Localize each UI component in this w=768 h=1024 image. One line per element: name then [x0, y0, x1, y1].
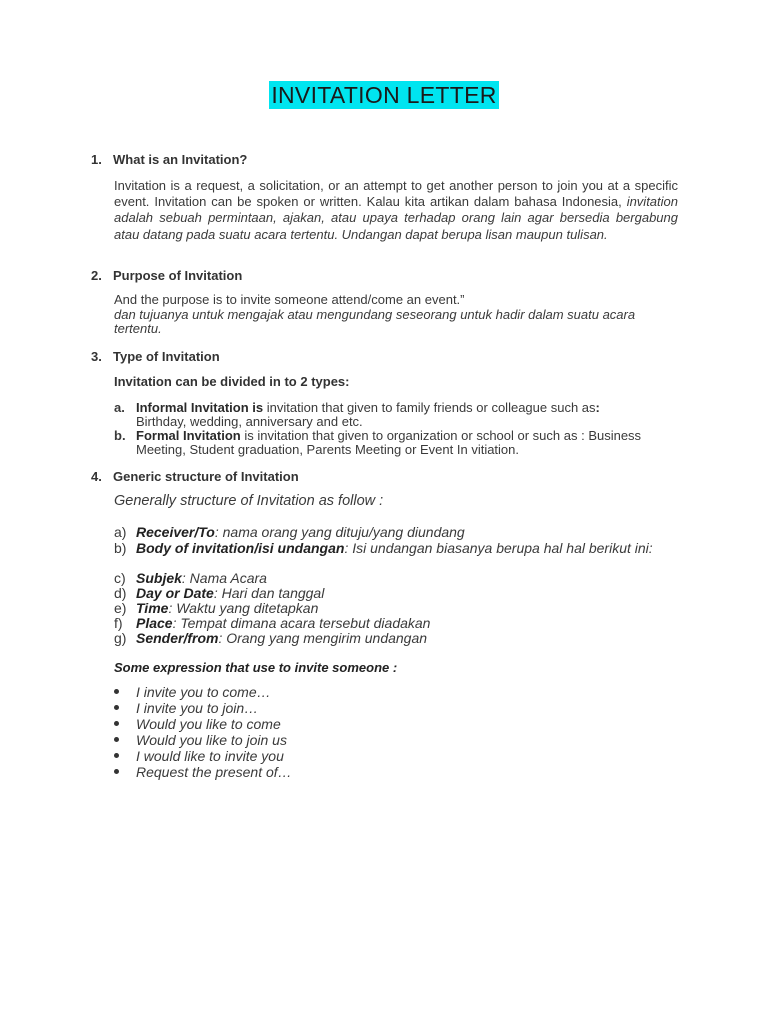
structure-term: Receiver/To	[136, 524, 215, 540]
structure-term: Place	[136, 615, 173, 631]
type-name: Formal Invitation	[136, 428, 241, 443]
section-title: Generic structure of Invitation	[113, 469, 299, 484]
type-name: Informal Invitation is	[136, 400, 264, 415]
bullet-icon	[114, 737, 119, 742]
structure-term: Subjek	[136, 570, 182, 586]
expression-item	[114, 684, 271, 700]
list-marker: f)	[114, 615, 123, 631]
structure-term: Day or Date	[136, 585, 214, 601]
section-1-paragraph	[114, 178, 678, 243]
list-marker: a.	[114, 400, 125, 415]
list-marker: g)	[114, 630, 127, 646]
structure-description: : Hari dan tanggal	[213, 585, 325, 601]
section-heading-1	[91, 152, 247, 167]
section-heading-4	[91, 469, 299, 484]
section-heading-2	[91, 268, 242, 283]
expression-item	[114, 764, 292, 780]
type-description-line2: Birthday, wedding, anniversary and etc.	[136, 414, 363, 429]
structure-item-body	[114, 541, 674, 556]
title-container	[0, 81, 768, 109]
expression-text: Would you like to come	[136, 716, 281, 732]
section-number: 1.	[91, 152, 102, 167]
expression-item	[114, 732, 287, 748]
expression-text: Request the present of…	[136, 764, 292, 780]
structure-term: Sender/from	[136, 630, 219, 646]
section-title: Purpose of Invitation	[113, 268, 243, 283]
expressions-heading: Some expression that use to invite someone :	[114, 660, 398, 675]
structure-item-time	[114, 601, 674, 616]
paragraph-line: And the purpose is to invite someone attend/come an event.”	[114, 292, 465, 307]
section-number: 4.	[91, 469, 102, 484]
structure-description: : Waktu yang ditetapkan	[168, 600, 319, 616]
list-marker: d)	[114, 585, 127, 601]
structure-item-place	[114, 616, 674, 631]
expression-text: I would like to invite you	[136, 748, 284, 764]
type-colon: :	[595, 400, 600, 415]
structure-term: Body of invitation/isi undangan	[136, 540, 345, 556]
bullet-icon	[114, 753, 119, 758]
section-title: What is an Invitation?	[113, 152, 248, 167]
list-marker: b.	[114, 428, 126, 443]
expression-text: Would you like to join us	[136, 732, 287, 748]
bullet-icon	[114, 769, 119, 774]
type-description: invitation that given to family friends or colleague such as	[263, 400, 596, 415]
type-item-formal	[114, 429, 684, 457]
structure-description: : Orang yang mengirim undangan	[218, 630, 428, 646]
structure-description: : Nama Acara	[181, 570, 267, 586]
structure-intro: Generally structure of Invitation as follow :	[114, 493, 384, 509]
expression-text: I invite you to come…	[136, 684, 271, 700]
structure-description: : nama orang yang dituju/yang diundang	[214, 524, 465, 540]
structure-item-subject	[114, 571, 674, 586]
section-2-paragraph	[114, 293, 678, 337]
bullet-icon	[114, 705, 119, 710]
structure-description: : Isi undangan biasanya berupa hal hal berikut ini:	[344, 540, 653, 556]
bullet-icon	[114, 689, 119, 694]
structure-item-sender	[114, 631, 674, 646]
list-marker: c)	[114, 570, 126, 586]
section-number: 2.	[91, 268, 102, 283]
expression-item	[114, 716, 281, 732]
expression-text: I invite you to join…	[136, 700, 259, 716]
list-marker: a)	[114, 524, 127, 540]
section-heading-3	[91, 349, 220, 364]
paragraph-text: Invitation is a request, a solicitation, or an attempt to get another person to join you at a specific event. Invitation can be spoken or written. Kalau kita artikan dalam bahasa Indonesia,	[114, 178, 678, 210]
type-description: is invitation that given to organization or school or such as : Business Meeting, Student graduation, Parents Meeting or Event In vitiation.	[136, 428, 642, 457]
structure-item-receiver	[114, 525, 674, 540]
section-title: Type of Invitation	[113, 349, 220, 364]
paragraph-italic-text: dan tujuanya untuk mengajak atau mengundang seseorang untuk hadir dalam suatu acara tertentu.	[114, 306, 636, 336]
document-title: INVITATION LETTER	[271, 82, 497, 108]
expression-item	[114, 700, 258, 716]
type-item-informal	[114, 401, 684, 429]
types-subheading: Invitation can be divided in to 2 types:	[114, 374, 350, 389]
structure-description: : Tempat dimana acara tersebut diadakan	[172, 615, 431, 631]
list-marker: b)	[114, 540, 127, 556]
bullet-icon	[114, 721, 119, 726]
list-marker: e)	[114, 600, 127, 616]
structure-term: Time	[136, 600, 169, 616]
section-number: 3.	[91, 349, 102, 364]
paragraph-italic-text: invitation adalah sebuah permintaan, ajakan, atau upaya terhadap orang lain agar bersedia bergabung atau datang pada suatu acara tertentu. Undangan dapat berupa lisan maupun tulisan.	[114, 194, 678, 242]
expression-item	[114, 748, 284, 764]
structure-item-date	[114, 586, 674, 601]
